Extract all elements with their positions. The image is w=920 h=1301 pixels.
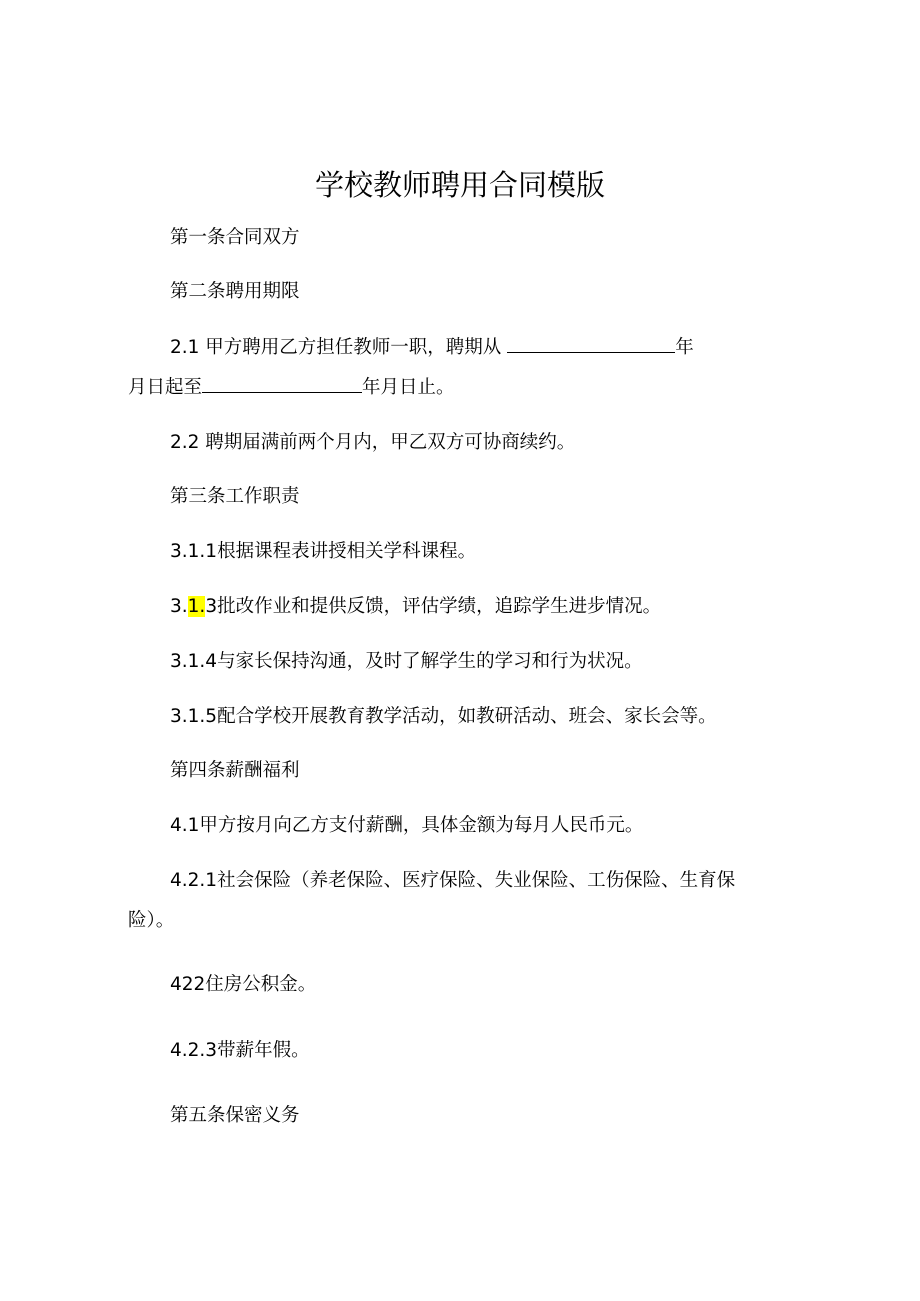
clause-3-1-3 xyxy=(128,590,788,624)
clause-4-1: 4.1甲方按月向乙方支付薪酬，具体金额为每月人民币元。 xyxy=(170,815,644,836)
clause-4-2-1-line2: 险）。 xyxy=(128,910,175,931)
article-2-heading: 第二条聘用期限 xyxy=(170,281,300,302)
clause-3-1-1: 3.1.1根据课程表讲授相关学科课程。 xyxy=(170,541,477,562)
highlighted-text: 1. xyxy=(187,596,206,617)
clause-2-2: 2.2 聘期届满前两个月内，甲乙双方可协商续约。 xyxy=(170,432,576,453)
clause-4-2-1-line1: 4.2.1社会保险（养老保险、医疗保险、失业保险、工伤保险、生育保 xyxy=(170,870,736,891)
clause-2-1-line2-text: 月日起至 xyxy=(128,377,203,398)
document-title: 学校教师聘用合同模版 xyxy=(314,168,605,202)
clause-2-1-line2 xyxy=(128,371,788,405)
start-year-blank xyxy=(507,332,675,353)
clause-3-1-3-prefix: 3. xyxy=(170,596,188,617)
article-1-heading: 第一条合同双方 xyxy=(170,227,300,248)
clause-2-1-year-label: 年 xyxy=(675,337,694,358)
clause-3-1-3-text: 3批改作业和提供反馈，评估学绩，追踪学生进步情况。 xyxy=(205,596,662,617)
clause-4-2-2: 422住房公积金。 xyxy=(170,974,317,995)
clause-4-2-3: 4.2.3带薪年假。 xyxy=(170,1040,310,1061)
clause-2-1-line1 xyxy=(128,331,788,365)
article-4-heading: 第四条薪酬福利 xyxy=(170,760,300,781)
article-5-heading: 第五条保密义务 xyxy=(170,1105,300,1126)
clause-2-1-line2-end: 年月日止。 xyxy=(362,377,455,398)
clause-3-1-4: 3.1.4与家长保持沟通，及时了解学生的学习和行为状况。 xyxy=(170,651,643,672)
end-year-blank xyxy=(202,372,362,393)
clause-3-1-5: 3.1.5配合学校开展教育教学活动，如教研活动、班会、家长会等。 xyxy=(170,706,717,727)
clause-2-1-text: 2.1 甲方聘用乙方担任教师一职，聘期从 xyxy=(170,337,508,358)
article-3-heading: 第三条工作职责 xyxy=(170,486,300,507)
